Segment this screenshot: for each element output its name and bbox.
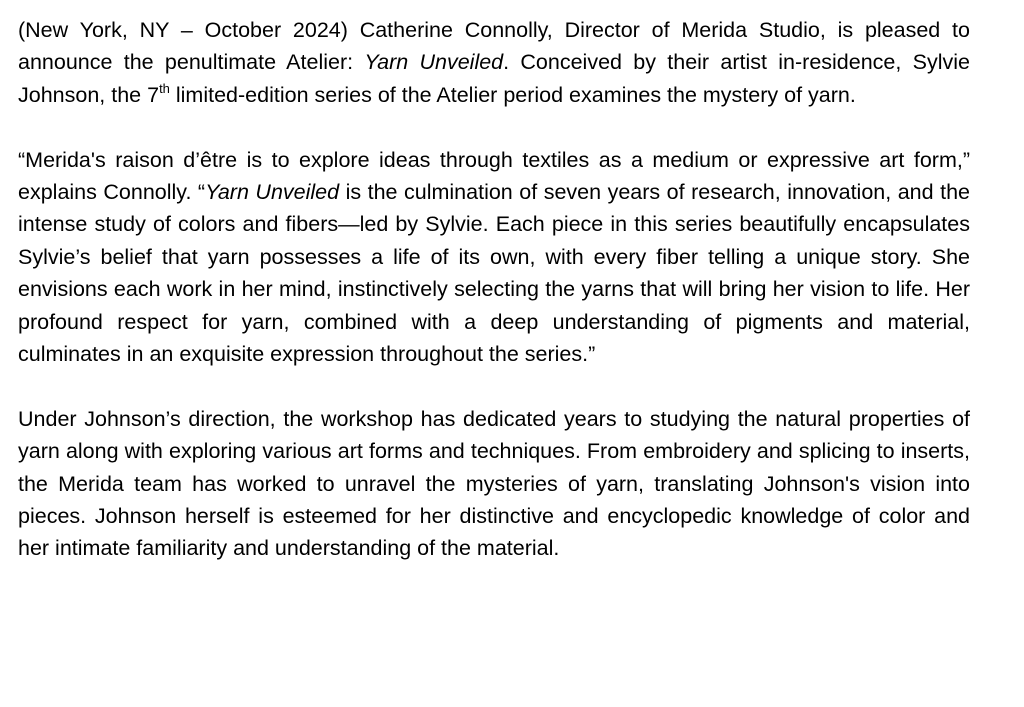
press-release-body: [18, 14, 970, 565]
ordinal-suffix: th: [159, 80, 170, 96]
text-run: is the culmination of seven years of research, innovation, and the intense study of colors and fibers—led by Sylvie. Each piece in this series beautifully encapsulates Sylvie’s belief that yarn possesses a life of its own, with every fiber telling a unique story. She envisions each work in her mind, instinctively selecting the yarns that will bring her vision to life. Her profound respect for yarn, combined with a deep understanding of pigments and material, culminates in an exquisite expression throughout the series.”: [18, 180, 970, 367]
text-run: (New York, NY – October 2024) Catherine Connolly, Director of Merida Studio, is pleased to announce the penultimate Atelier:: [18, 18, 970, 75]
text-run: limited-edition series of the Atelier period examines the mystery of yarn.: [169, 82, 856, 107]
paragraph-quote: [18, 144, 970, 371]
paragraph-announcement: [18, 14, 970, 111]
text-run: . Conceived by their artist in-residence, Sylvie Johnson, the 7: [18, 50, 970, 107]
series-title: Yarn Unveiled: [205, 180, 340, 205]
text-run: Under Johnson’s direction, the workshop has dedicated years to studying the natural properties of yarn along with exploring various art forms and techniques. From embroidery and splicing to inserts, the Merida team has worked to unravel the mysteries of yarn, translating Johnson's vision into pieces. Johnson herself is esteemed for her distinctive and encyclopedic knowledge of color and her intimate familiarity and understanding of the material.: [18, 406, 970, 561]
series-title: Yarn Unveiled: [364, 50, 504, 75]
paragraph-direction: [18, 403, 970, 565]
text-run: “Merida's raison d’être is to explore ideas through textiles as a medium or expressive art form,” explains Connolly. “: [18, 147, 970, 205]
